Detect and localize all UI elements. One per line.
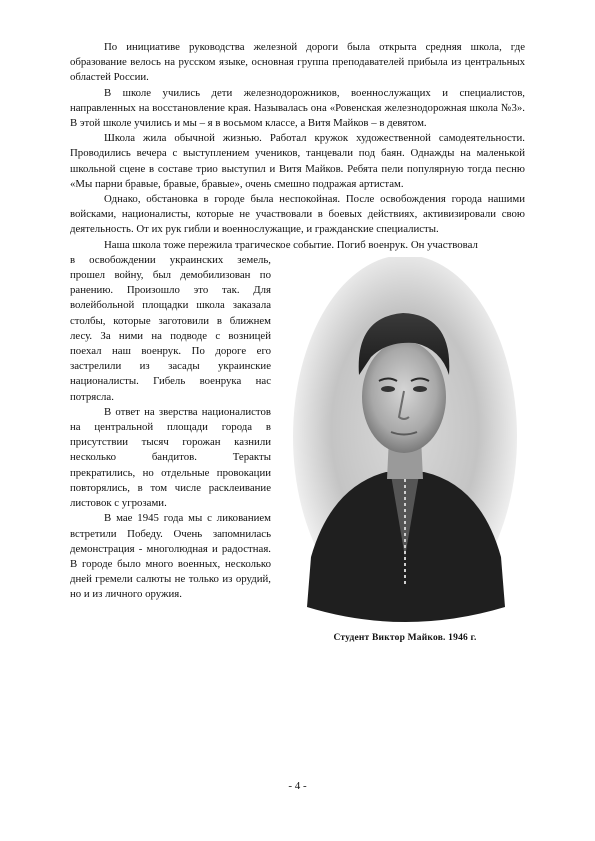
paragraph: Однако, обстановка в городе была неспокойная. После освобождения города нашими войсками, националисты, которые не участвовали в боевых действиях, активизировали свою деятельность. От их рук гибли и военнослужащие, и гражданские специалисты. (70, 193, 525, 236)
paragraph: Школа жила обычной жизнью. Работал кружок художественной самодеятельности. Проводились вечера с выступлением учеников, танцевали под баян. Однажды на маленькой школьной сцене в составе трио выступил и Витя Майков. Ребята пели популярную тогда песню «Мы парни бравые, бравые, бравые», очень смешно подражая артистам. (70, 132, 525, 190)
paragraph: В школе учились дети железнодорожников, военнослужащих и специалистов, направленных на восстановление края. Называлась она «Ровенская железнодорожная школа №3». В этой школе учились и мы – я в восьмом классе, а Витя Майков – в девятом. (70, 86, 525, 130)
text-with-photo (70, 253, 525, 643)
paragraph: По инициативе руководства железной дороги была открыта средняя школа, где образование велось на русском языке, основная группа преподавателей прибыла из центральных областей России. (70, 41, 525, 84)
paragraph: В мае 1945 года мы с ликованием встретили Победу. Очень запомнилась демонстрация - многолюдная и радостная. В городе было много военных, несколько дней гремели салюты не только из орудий, но и из личного оружия. (70, 512, 271, 601)
photo-caption: Студент Виктор Майков. 1946 г. (333, 632, 477, 643)
paragraph-lead-line: Наша школа тоже пережила трагическое событие. Погиб военрук. Он участвовал (104, 238, 478, 251)
paragraph: В ответ на зверства националистов на центральной площади города в присутствии тысяч горожан казнили несколько бандитов. Теракты прекратились, но отдельные провокации повторялись, в том числе расклеивание листовок с угрозами. (70, 405, 271, 510)
paragraph: в освобождении украинских земель, прошел войну, был демобилизован по ранению. Произошло это так. Для волейбольной площадки школа заказала столбы, которые заготовили в ближнем лесу. За ними на подводе с возницей поехал наш военрук. По дороге его застрелили из засады украинские националисты. Гибель военрука нас потрясла. (70, 253, 271, 403)
photo-figure (285, 257, 525, 643)
page-number: - 4 - (288, 780, 307, 792)
page-body (70, 40, 525, 643)
portrait-photo (291, 257, 519, 627)
portrait-illustration (291, 257, 519, 627)
